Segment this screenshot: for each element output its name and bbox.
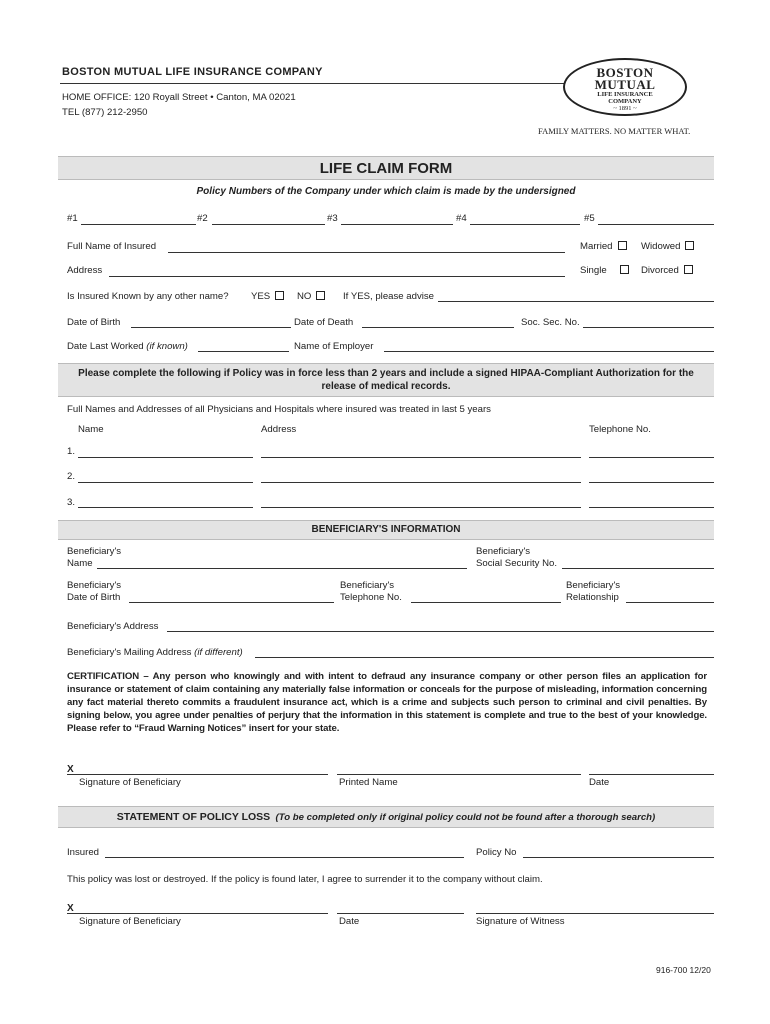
- beneficiary-name-label-l1: Beneficiary's: [67, 546, 122, 557]
- widowed-label: Widowed: [641, 241, 681, 252]
- cert-signature-field[interactable]: [67, 774, 328, 775]
- loss-policy-no-label: Policy No: [476, 847, 517, 858]
- if-yes-label: If YES, please advise: [343, 291, 435, 302]
- policy-loss-note: (To be completed only if original policy could not be found after a thorough search): [275, 812, 656, 823]
- dod-label: Date of Death: [294, 317, 354, 328]
- home-office-address: HOME OFFICE: 120 Royall Street • Canton, MA 02021: [62, 92, 296, 103]
- physician-row-2-number: 2.: [67, 471, 76, 482]
- beneficiary-relationship-field[interactable]: [626, 602, 714, 603]
- beneficiary-address-label: Beneficiary's Address: [67, 621, 159, 632]
- beneficiary-dob-label-l2: Date of Birth: [67, 592, 121, 603]
- beneficiary-dob-field[interactable]: [129, 602, 334, 603]
- beneficiary-mailing-text: Beneficiary's Mailing Address: [67, 647, 192, 658]
- cert-printed-name-field[interactable]: [337, 774, 581, 775]
- form-title: LIFE CLAIM FORM: [319, 160, 453, 177]
- beneficiary-ssn-field[interactable]: [562, 568, 714, 569]
- married-checkbox[interactable]: [618, 241, 627, 250]
- logo-line-5: ~ 1891 ~: [613, 105, 637, 112]
- loss-signature-label: Signature of Beneficiary: [79, 916, 181, 927]
- policy-label-1: #1: [67, 213, 78, 224]
- dob-label: Date of Birth: [67, 317, 121, 328]
- logo-line-2: MUTUAL: [594, 77, 656, 92]
- physician-2-phone-field[interactable]: [589, 482, 714, 483]
- cert-date-label: Date: [589, 777, 610, 788]
- policy-label-3: #3: [327, 213, 338, 224]
- physician-2-address-field[interactable]: [261, 482, 581, 483]
- policy-numbers-caption: Policy Numbers of the Company under which claim is made by the undersigned: [196, 186, 576, 197]
- physicians-intro: Full Names and Addresses of all Physicians and Hospitals where insured was treated in last 5 years: [67, 404, 491, 415]
- company-tagline: FAMILY MATTERS. NO MATTER WHAT.: [538, 126, 691, 136]
- physician-3-address-field[interactable]: [261, 507, 581, 508]
- physician-3-name-field[interactable]: [78, 507, 253, 508]
- other-name-no-option[interactable]: [297, 291, 325, 302]
- beneficiary-name-field[interactable]: [97, 568, 467, 569]
- beneficiary-banner-text: BENEFICIARY'S INFORMATION: [311, 524, 461, 535]
- physicians-banner-text: Please complete the following if Policy was in force less than 2 years and include a signed HIPAA-Compliant Authorization for the release of medical records.: [78, 368, 694, 392]
- loss-witness-label: Signature of Witness: [476, 916, 565, 927]
- if-different-note: (if different): [194, 647, 243, 658]
- employer-field[interactable]: [384, 351, 714, 352]
- beneficiary-name-label: [67, 546, 121, 570]
- certification-text: CERTIFICATION – Any person who knowingly and with intent to defraud any insurance company or other person files an application for insurance or statement of claim containing any materially false information or conceals for the purpose of misleading, information concerning any fact material thereto commits a fraudulent insurance act, which is a crime and subjects such person to criminal and civil penalties. By signing below, you agree under penalties of perjury that the information in this statement is complete and true to the best of your knowledge. Please refer to “Fraud Warning Notices” insert for your state.: [67, 671, 707, 734]
- beneficiary-mailing-field[interactable]: [255, 657, 714, 658]
- insured-address-label: Address: [67, 265, 103, 276]
- insured-address-field[interactable]: [109, 276, 565, 277]
- divorced-option[interactable]: [641, 265, 693, 276]
- cert-printed-name-label: Printed Name: [339, 777, 398, 788]
- loss-witness-field[interactable]: [476, 913, 714, 914]
- policy-label-2: #2: [197, 213, 208, 224]
- insured-name-field[interactable]: [168, 252, 565, 253]
- divorced-label: Divorced: [641, 265, 679, 276]
- loss-insured-label: Insured: [67, 847, 99, 858]
- policy-field-1[interactable]: [81, 224, 196, 225]
- single-option[interactable]: [580, 265, 629, 276]
- policy-label-4: #4: [456, 213, 467, 224]
- beneficiary-dob-label: [67, 580, 121, 604]
- beneficiary-relationship-label: [566, 580, 620, 604]
- loss-x-mark: X: [67, 903, 74, 914]
- cert-date-field[interactable]: [589, 774, 714, 775]
- beneficiary-tel-label-l2: Telephone No.: [340, 592, 402, 603]
- widowed-option[interactable]: [641, 241, 694, 252]
- other-name-yes-option[interactable]: [251, 291, 284, 302]
- dob-field[interactable]: [131, 327, 291, 328]
- physician-3-phone-field[interactable]: [589, 507, 714, 508]
- last-worked-label: [67, 341, 188, 352]
- widowed-checkbox[interactable]: [685, 241, 694, 250]
- cert-x-mark: X: [67, 764, 74, 775]
- logo-line-3: LIFE INSURANCE: [597, 91, 653, 98]
- yes-checkbox[interactable]: [275, 291, 284, 300]
- beneficiary-address-field[interactable]: [167, 631, 714, 632]
- beneficiary-name-label-l2: Name: [67, 558, 93, 569]
- physician-row-1-number: 1.: [67, 446, 76, 457]
- single-label: Single: [580, 265, 607, 276]
- col-phone-header: Telephone No.: [589, 424, 651, 435]
- beneficiary-tel-label-l1: Beneficiary's: [340, 580, 395, 591]
- divorced-checkbox[interactable]: [684, 265, 693, 274]
- last-worked-text: Date Last Worked: [67, 341, 144, 352]
- insured-name-label: Full Name of Insured: [67, 241, 157, 252]
- loss-insured-field[interactable]: [105, 857, 464, 858]
- loss-policy-no-field[interactable]: [523, 857, 714, 858]
- loss-date-label: Date: [339, 916, 360, 927]
- ssn-label: Soc. Sec. No.: [521, 317, 580, 328]
- yes-label: YES: [251, 291, 271, 302]
- physician-1-phone-field[interactable]: [589, 457, 714, 458]
- physician-2-name-field[interactable]: [78, 482, 253, 483]
- married-option[interactable]: [580, 241, 627, 252]
- loss-signature-field[interactable]: [67, 913, 328, 914]
- ssn-field[interactable]: [583, 327, 714, 328]
- other-name-field[interactable]: [438, 301, 714, 302]
- beneficiary-relationship-label-l1: Beneficiary's: [566, 580, 621, 591]
- company-phone: TEL (877) 212-2950: [62, 107, 148, 118]
- logo-line-1: BOSTON: [596, 65, 654, 80]
- physician-1-address-field[interactable]: [261, 457, 581, 458]
- beneficiary-dob-label-l1: Beneficiary's: [67, 580, 122, 591]
- physician-row-3-number: 3.: [67, 497, 76, 508]
- dod-field[interactable]: [362, 327, 514, 328]
- beneficiary-relationship-label-l2: Relationship: [566, 592, 619, 603]
- other-name-question: Is Insured Known by any other name?: [67, 291, 229, 302]
- loss-date-field[interactable]: [337, 913, 464, 914]
- no-label: NO: [297, 291, 312, 302]
- col-name-header: Name: [78, 424, 104, 435]
- beneficiary-tel-field[interactable]: [411, 602, 561, 603]
- header-rule: [60, 83, 565, 84]
- company-logo: [563, 58, 687, 116]
- logo-line-4: COMPANY: [608, 98, 642, 105]
- beneficiary-mailing-label: [67, 647, 243, 658]
- policy-field-2[interactable]: [212, 224, 325, 225]
- loss-statement: This policy was lost or destroyed. If the policy is found later, I agree to surrender it to the company without claim.: [67, 874, 543, 885]
- policy-loss-banner-text: [58, 811, 714, 823]
- policy-label-5: #5: [584, 213, 595, 224]
- beneficiary-ssn-label-l1: Beneficiary's: [476, 546, 531, 557]
- policy-field-5[interactable]: [598, 224, 714, 225]
- physician-1-name-field[interactable]: [78, 457, 253, 458]
- policy-field-3[interactable]: [341, 224, 453, 225]
- col-address-header: Address: [261, 424, 297, 435]
- form-code: 916-700 12/20: [656, 965, 711, 975]
- policy-loss-title: STATEMENT OF POLICY LOSS: [116, 811, 271, 823]
- beneficiary-ssn-label-l2: Social Security No.: [476, 558, 558, 569]
- company-name: BOSTON MUTUAL LIFE INSURANCE COMPANY: [62, 66, 323, 78]
- employer-label: Name of Employer: [294, 341, 374, 352]
- beneficiary-ssn-label: [476, 546, 557, 570]
- if-known-note: (if known): [146, 341, 188, 352]
- single-checkbox[interactable]: [620, 265, 629, 274]
- beneficiary-tel-label: [340, 580, 402, 604]
- last-worked-field[interactable]: [198, 351, 289, 352]
- no-checkbox[interactable]: [316, 291, 325, 300]
- policy-field-4[interactable]: [470, 224, 580, 225]
- cert-signature-label: Signature of Beneficiary: [79, 777, 181, 788]
- married-label: Married: [580, 241, 613, 252]
